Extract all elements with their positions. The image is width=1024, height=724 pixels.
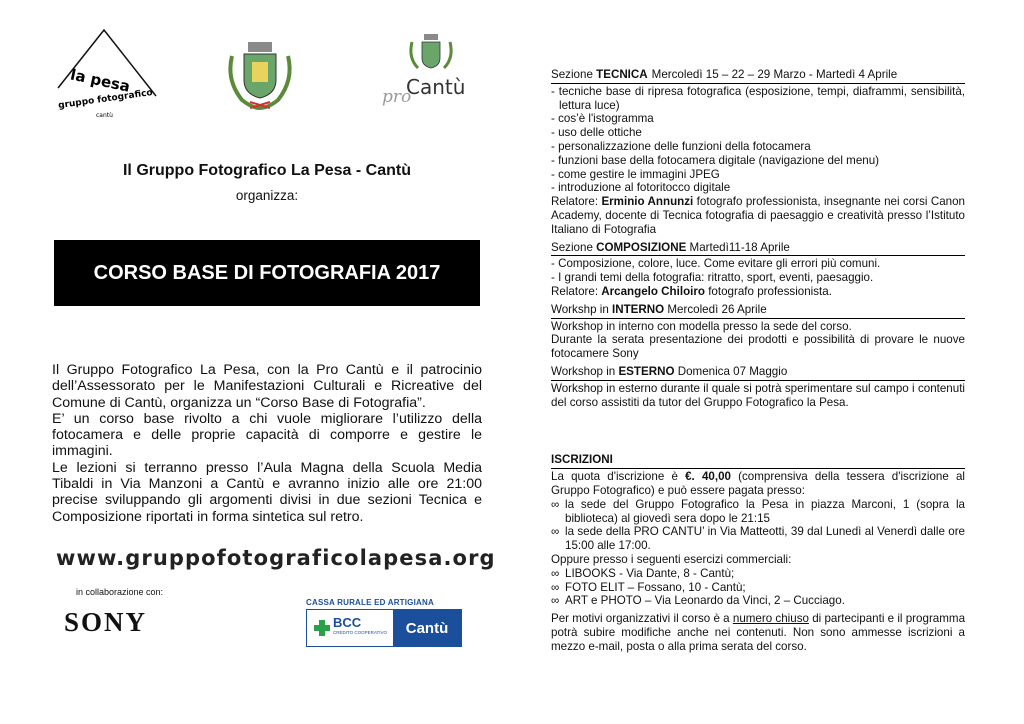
tecnica-prefix: Sezione — [551, 68, 597, 81]
note-pre: Per motivi organizzativi il corso è a — [551, 612, 733, 626]
bcc-city: Cantù — [393, 610, 461, 646]
interno-header — [551, 303, 965, 319]
tecnica-topic: - personalizzazione delle funzioni della fotocamera — [551, 139, 811, 153]
quota-post: (comprensiva della tessera d'iscrizione al Gruppo Fotografico) e può essere pagata presso: — [551, 470, 966, 497]
bcc-box — [306, 609, 462, 647]
infinity-bullet-icon: ∞ — [551, 580, 560, 594]
shop-text: FOTO ELIT – Fossano, 10 - Cantù; — [565, 580, 746, 594]
relatore-name: Arcangelo Chiloiro — [601, 284, 705, 298]
tecnica-topics — [551, 85, 965, 195]
procantu-pro: pro — [382, 87, 412, 106]
payment-place-text: la sede della PRO CANTU’ in Via Matteotti, 39 dal Lunedì al Venerdì dalle ore 15:00 alle 17:00. — [565, 525, 965, 553]
comune-cantu-crest — [222, 38, 298, 112]
infinity-bullet-icon: ∞ — [551, 566, 560, 580]
esterno-name: ESTERNO — [618, 364, 675, 378]
infinity-bullet-icon: ∞ — [551, 594, 560, 608]
composizione-prefix: Sezione — [551, 240, 597, 254]
intro-paragraph-2: E’ un corso base rivolto a chi vuole migliorare l’utilizzo della fotocamera e delle proprie capacità di comporre e gestire le immagini. — [52, 410, 482, 460]
relatore-desc: fotografo professionista. — [704, 284, 832, 298]
tecnica-dates: Mercoledì 15 – 22 – 29 Marzo - Martedì 4 Aprile — [651, 68, 898, 81]
interno-prefix: Workshp in — [551, 302, 612, 316]
relatore-label: Relatore: — [551, 284, 602, 298]
logo-lapesa-line1: la pesa — [68, 65, 132, 96]
composizione-header — [551, 241, 965, 257]
iscrizioni-header — [551, 453, 965, 469]
iscrizioni-title: ISCRIZIONI — [551, 453, 613, 467]
program-column — [551, 68, 965, 653]
website-url[interactable]: www.gruppofotograficolapesa.org — [56, 546, 496, 570]
section-interno — [551, 303, 965, 361]
shop-list — [551, 567, 965, 608]
shop-text: ART e PHOTO – Via Leonardo da Vinci, 2 – Cucciago. — [565, 594, 845, 608]
shop-item — [551, 567, 965, 581]
shop-text: LIBOOKS - Via Dante, 8 - Cantù; — [565, 566, 735, 580]
interno-dates: Mercoledì 26 Aprile — [664, 302, 767, 316]
bcc-sub: CREDITO COOPERATIVO — [332, 630, 388, 635]
payment-place-text: la sede del Gruppo Fotografico la Pesa in piazza Marconi, 1 (sopra la biblioteca) al giovedì sera dopo le 21:15 — [565, 497, 965, 525]
note-post: di partecipanti e il programma potrà subire modifiche anche nei contenuti. Non sono ammesse iscrizioni a mezzo e-mail, posta o alla prima serata del corso. — [551, 612, 966, 653]
relatore-label: Relatore: — [551, 195, 602, 209]
composizione-dates: Martedì11-18 Aprile — [686, 240, 790, 254]
tecnica-topic: - tecniche base di ripresa fotografica (esposizione, tempi, diaframmi, sensibilità, lettura luce) — [551, 84, 965, 112]
logo-lapesa-line2: gruppo fotografico — [57, 87, 154, 112]
bcc-logo — [306, 598, 462, 646]
tecnica-topic: - cos’è l'istogramma — [551, 112, 654, 126]
section-tecnica — [551, 68, 965, 237]
logo-lapesa-line3: cantù — [96, 112, 113, 119]
intro-paragraph-3: Le lezioni si terranno presso l’Aula Magna della Scuola Media Tibaldi in Via Manzoni a Cantù e avranno inizio alle ore 21:00 precise sviluppando gli argomenti divisi in due sezioni Tecnica e Composizione riportati in forma sintetica sul retro. — [52, 459, 482, 525]
bcc-mark — [307, 610, 393, 646]
composizione-relatore — [551, 285, 965, 299]
la-pesa-logo — [52, 26, 164, 122]
bcc-cross-icon — [313, 619, 331, 637]
esterno-prefix: Workshop in — [551, 364, 619, 378]
organizer-title: Il Gruppo Fotografico La Pesa - Cantù — [122, 162, 411, 179]
section-composizione — [551, 241, 965, 299]
composizione-topic: - Composizione, colore, luce. Come evitare gli errori più comuni. — [551, 257, 881, 271]
intro-text — [52, 362, 482, 525]
section-esterno — [551, 365, 965, 409]
payment-place — [551, 525, 965, 553]
tecnica-topic: - funzioni base della fotocamera digitale (navigazione del menu) — [551, 153, 880, 167]
shop-item — [551, 594, 965, 608]
course-title-banner — [54, 240, 480, 306]
esterno-header — [551, 365, 965, 381]
intro-paragraph-1: Il Gruppo Fotografico La Pesa, con la Pro Cantù e il patrocinio dell’Assessorato per le Manifestazioni Culturali e Ricreative del Comune di Cantù, organizza un “Corso Base di Fotografia”. — [52, 362, 482, 411]
quota-text — [551, 470, 965, 498]
esterno-text: Workshop in esterno durante il quale si potrà sperimentare sul campo i contenuti del corso assistiti da tutor del Gruppo Fotografico la Pesa. — [551, 381, 965, 409]
interno-name: INTERNO — [612, 302, 665, 316]
payment-places — [551, 498, 965, 553]
composizione-topics — [551, 257, 965, 285]
pro-cantu-logo — [376, 30, 476, 106]
infinity-bullet-icon: ∞ — [551, 497, 560, 511]
composizione-topic: - I grandi temi della fotografia: ritratto, sport, eventi, paesaggio. — [551, 271, 874, 285]
oppure-text: Oppure presso i seguenti esercizi commerciali: — [551, 552, 792, 566]
interno-line-1: Workshop in interno con modella presso la sede del corso. — [551, 319, 852, 333]
esterno-dates: Domenica 07 Maggio — [674, 364, 788, 378]
sony-logo: SONY — [64, 607, 148, 637]
bcc-title: CASSA RURALE ED ARTIGIANA — [306, 598, 434, 607]
section-iscrizioni — [551, 453, 965, 653]
quota-amount: €. 40,00 — [685, 470, 731, 484]
tecnica-topic: - come gestire le immagini JPEG — [551, 167, 720, 181]
interno-line-2: Durante la serata presentazione dei prodotti e possibilità di provare le nuove fotocamere Sony — [551, 333, 965, 361]
organizza-label: organizza: — [235, 188, 299, 203]
relatore-name: Erminio Annunzi — [601, 195, 694, 209]
collaboration-label: in collaborazione con: — [76, 587, 164, 597]
quota-pre: La quota d'iscrizione è — [551, 470, 686, 484]
tecnica-header — [551, 68, 965, 84]
note-underlined: numero chiuso — [732, 612, 809, 626]
bcc-name: BCC — [332, 615, 362, 630]
organization-note — [551, 612, 965, 653]
tecnica-topic: - introduzione al fotoritocco digitale — [551, 181, 731, 195]
shop-item — [551, 581, 965, 595]
infinity-bullet-icon: ∞ — [551, 525, 560, 539]
tecnica-relatore — [551, 195, 965, 236]
payment-place — [551, 498, 965, 526]
procantu-cantu: Cantù — [406, 75, 466, 99]
tecnica-topic: - uso delle ottiche — [551, 126, 642, 140]
composizione-name: COMPOSIZIONE — [596, 240, 687, 254]
relatore-desc: fotografo professionista, insegnante nei corsi Canon Academy, docente di Tecnica fotografia di paesaggio e creatività presso l’Istituto Italiano di Fotografia — [551, 195, 965, 236]
course-title: CORSO BASE DI FOTOGRAFIA 2017 — [93, 261, 441, 284]
tecnica-name: TECNICA — [596, 68, 648, 81]
